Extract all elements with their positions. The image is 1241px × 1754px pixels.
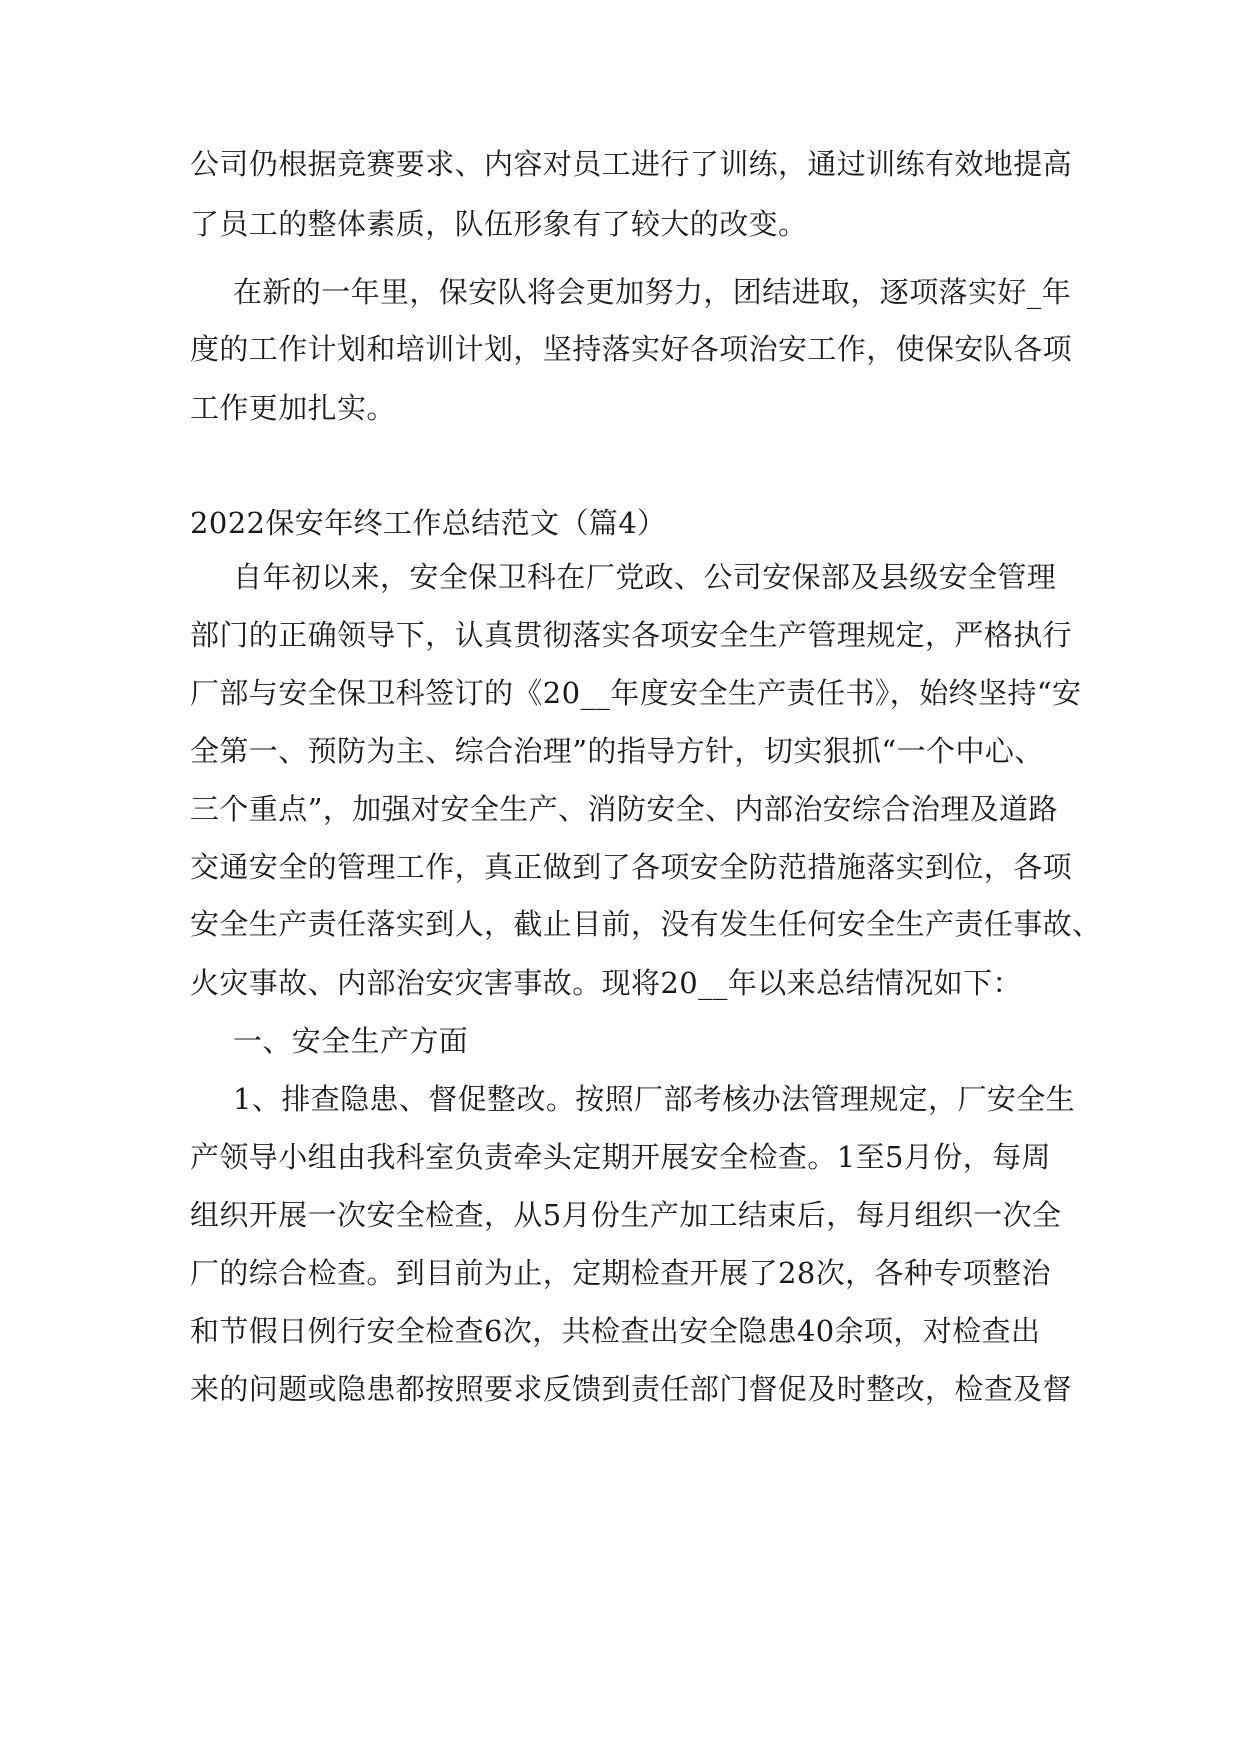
text-line: 产领导小组由我科室负责牵头定期开展安全检查。1至5月份，每周 [190,1140,1051,1174]
text-line: 在新的一年里，保安队将会更加努力，团结进取，逐项落实好_年 [233,275,1072,309]
text-line: 1、排查隐患、督促整改。按照厂部考核办法管理规定，厂安全生 [233,1082,1076,1116]
text-line: 工作更加扎实。 [190,391,396,425]
text-line: 火灾事故、内部治安灾害事故。现将20__年以来总结情况如下： [190,966,1022,1000]
text-line: 部门的正确领导下，认真贯彻落实各项安全生产管理规定，严格执行 [190,618,1073,652]
text-line: 三个重点”，加强对安全生产、消防安全、内部治安综合治理及道路 [190,792,1058,826]
text-line: 厂部与安全保卫科签订的《20__年度安全生产责任书》，始终坚持“安 [190,676,1082,710]
text-line: 了员工的整体素质，队伍形象有了较大的改变。 [190,207,808,241]
text-line: 组织开展一次安全检查，从5月份生产加工结束后，每月组织一次全 [190,1198,1062,1232]
text-line: 来的问题或隐患都按照要求反馈到责任部门督促及时整改，检查及督 [190,1372,1073,1406]
text-line: 和节假日例行安全检查6次，共检查出安全隐患40余项，对检查出 [190,1314,1041,1348]
text-line: 交通安全的管理工作，真正做到了各项安全防范措施落实到位，各项 [190,850,1073,884]
subheading: 一、安全生产方面 [233,1024,469,1058]
section-title: 2022保安年终工作总结范文（篇4） [190,506,667,540]
text-line: 自年初以来，安全保卫科在厂党政、公司安保部及县级安全管理 [233,560,1057,594]
text-line: 安全生产责任落实到人，截止目前，没有发生任何安全生产责任事故、 [190,907,1102,941]
text-line: 公司仍根据竞赛要求、内容对员工进行了训练，通过训练有效地提高 [190,147,1073,181]
text-line: 全第一、预防为主、综合治理”的指导方针，切实狠抓“一个中心、 [190,734,1044,768]
text-line: 度的工作计划和培训计划，坚持落实好各项治安工作，使保安队各项 [190,332,1073,366]
text-line: 厂的综合检查。到目前为止，定期检查开展了28次，各种专项整治 [190,1256,1051,1290]
